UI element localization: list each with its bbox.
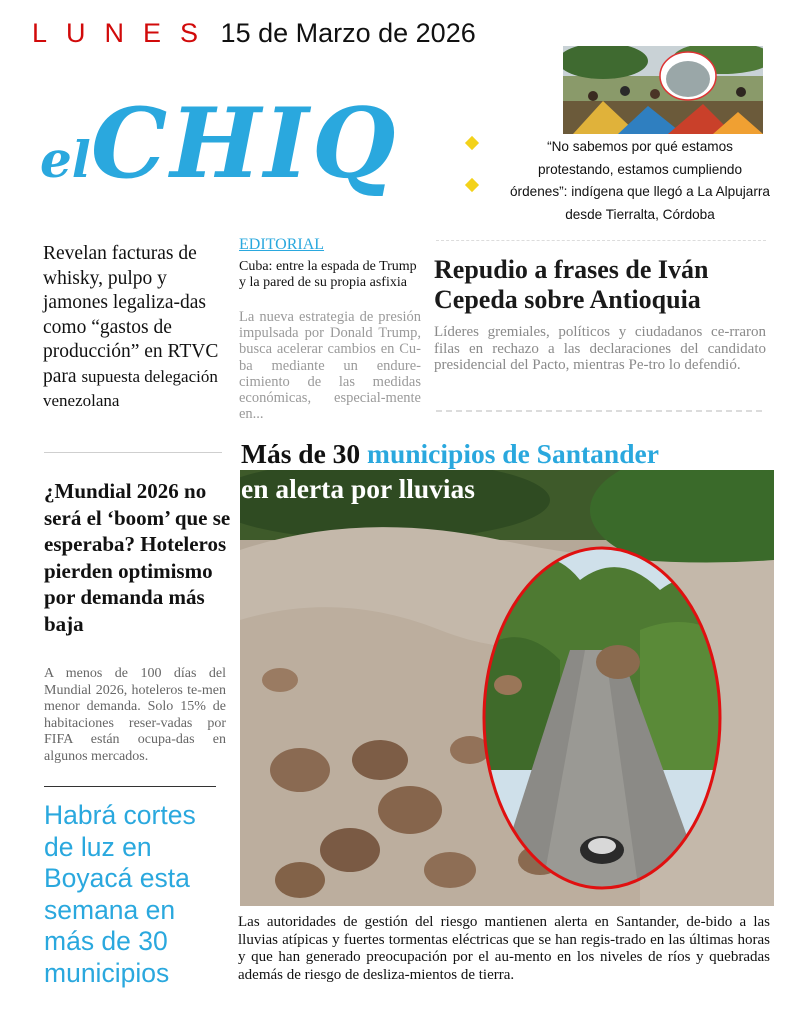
divider bbox=[436, 240, 766, 241]
santander-headline-prefix: Más de 30 bbox=[241, 438, 368, 469]
mundial-body: A menos de 100 días del Mundial 2026, hoteleros te-men menor demanda. Solo 15% de habitaciones reser-vadas por FIFA están ocupa-das en algunos mercados. bbox=[44, 666, 226, 764]
masthead-name: CHIQ bbox=[90, 87, 399, 200]
date-day: LUNES bbox=[32, 18, 218, 48]
landslide-illustration bbox=[240, 470, 774, 906]
divider bbox=[436, 410, 762, 412]
divider bbox=[44, 786, 216, 787]
date-text: 15 de Marzo de 2026 bbox=[220, 18, 476, 48]
cepeda-headline[interactable]: Repudio a frases de Iván Cepeda sobre Antioquia bbox=[434, 255, 709, 314]
mundial-headline[interactable]: ¿Mundial 2026 no será el ‘boom’ que se esperaba? Hoteleros pierden optimismo por demanda más baja bbox=[44, 479, 231, 636]
boyaca-headline[interactable]: Habrá cortes de luz en Boyacá esta semana en más de 30 municipios bbox=[44, 800, 196, 988]
top-story-quote[interactable]: “No sabemos por qué estamos protestando, estamos cumpliendo órdenes”: indígena que llegó a La Alpujarra desde Tierralta, Córdoba bbox=[510, 139, 770, 222]
whisky-story-headline[interactable] bbox=[43, 242, 223, 414]
protest-camp-photo[interactable] bbox=[563, 46, 763, 134]
cepeda-body: Líderes gremiales, políticos y ciudadanos ce-rraron filas en rechazo a las declaraciones del candidato presidencial del Pacto, mientras Pe-tro lo defendió. bbox=[434, 324, 766, 373]
santander-headline-highlight: municipios de Santander bbox=[367, 438, 659, 469]
santander-body: Las autoridades de gestión del riesgo mantienen alerta en Santander, de-bido a las lluvias atípicas y fuertes tormentas eléctricas que se han regis-trado en las últimas horas y que han generado preocupación por el au-mento en los niveles de ríos y quebradas además de riesgo de desliza-mientos de tierra. bbox=[238, 914, 770, 983]
whisky-story-lead: Revelan facturas de whisky, pulpo y jamones legaliza-das como “gastos de producción” en RTVC para bbox=[43, 243, 219, 387]
landslide-road-photo[interactable] bbox=[240, 470, 774, 906]
date-line bbox=[32, 18, 476, 49]
editorial-headline[interactable]: Cuba: entre la espada de Trump y la pared de su propia asfixia bbox=[239, 259, 417, 290]
editorial-label[interactable]: EDITORIAL bbox=[239, 236, 325, 253]
masthead-colon-dot-top bbox=[465, 136, 479, 150]
santander-headline[interactable] bbox=[241, 436, 781, 506]
masthead-colon-dot-bottom bbox=[465, 178, 479, 192]
whisky-story-tail: supuesta delegación venezolana bbox=[43, 366, 218, 410]
editorial-body: La nueva estrategia de presión impulsada por Donald Trump, busca acelerar cambios en Cu-ba mediante un endure-cimiento de las medidas económicas, especial-mente en... bbox=[239, 309, 421, 423]
santander-headline-line2: en alerta por lluvias bbox=[241, 473, 476, 504]
divider bbox=[44, 452, 222, 453]
protest-camp-illustration bbox=[563, 46, 763, 134]
masthead-logo[interactable] bbox=[40, 87, 399, 200]
masthead-prefix: el bbox=[40, 130, 91, 189]
